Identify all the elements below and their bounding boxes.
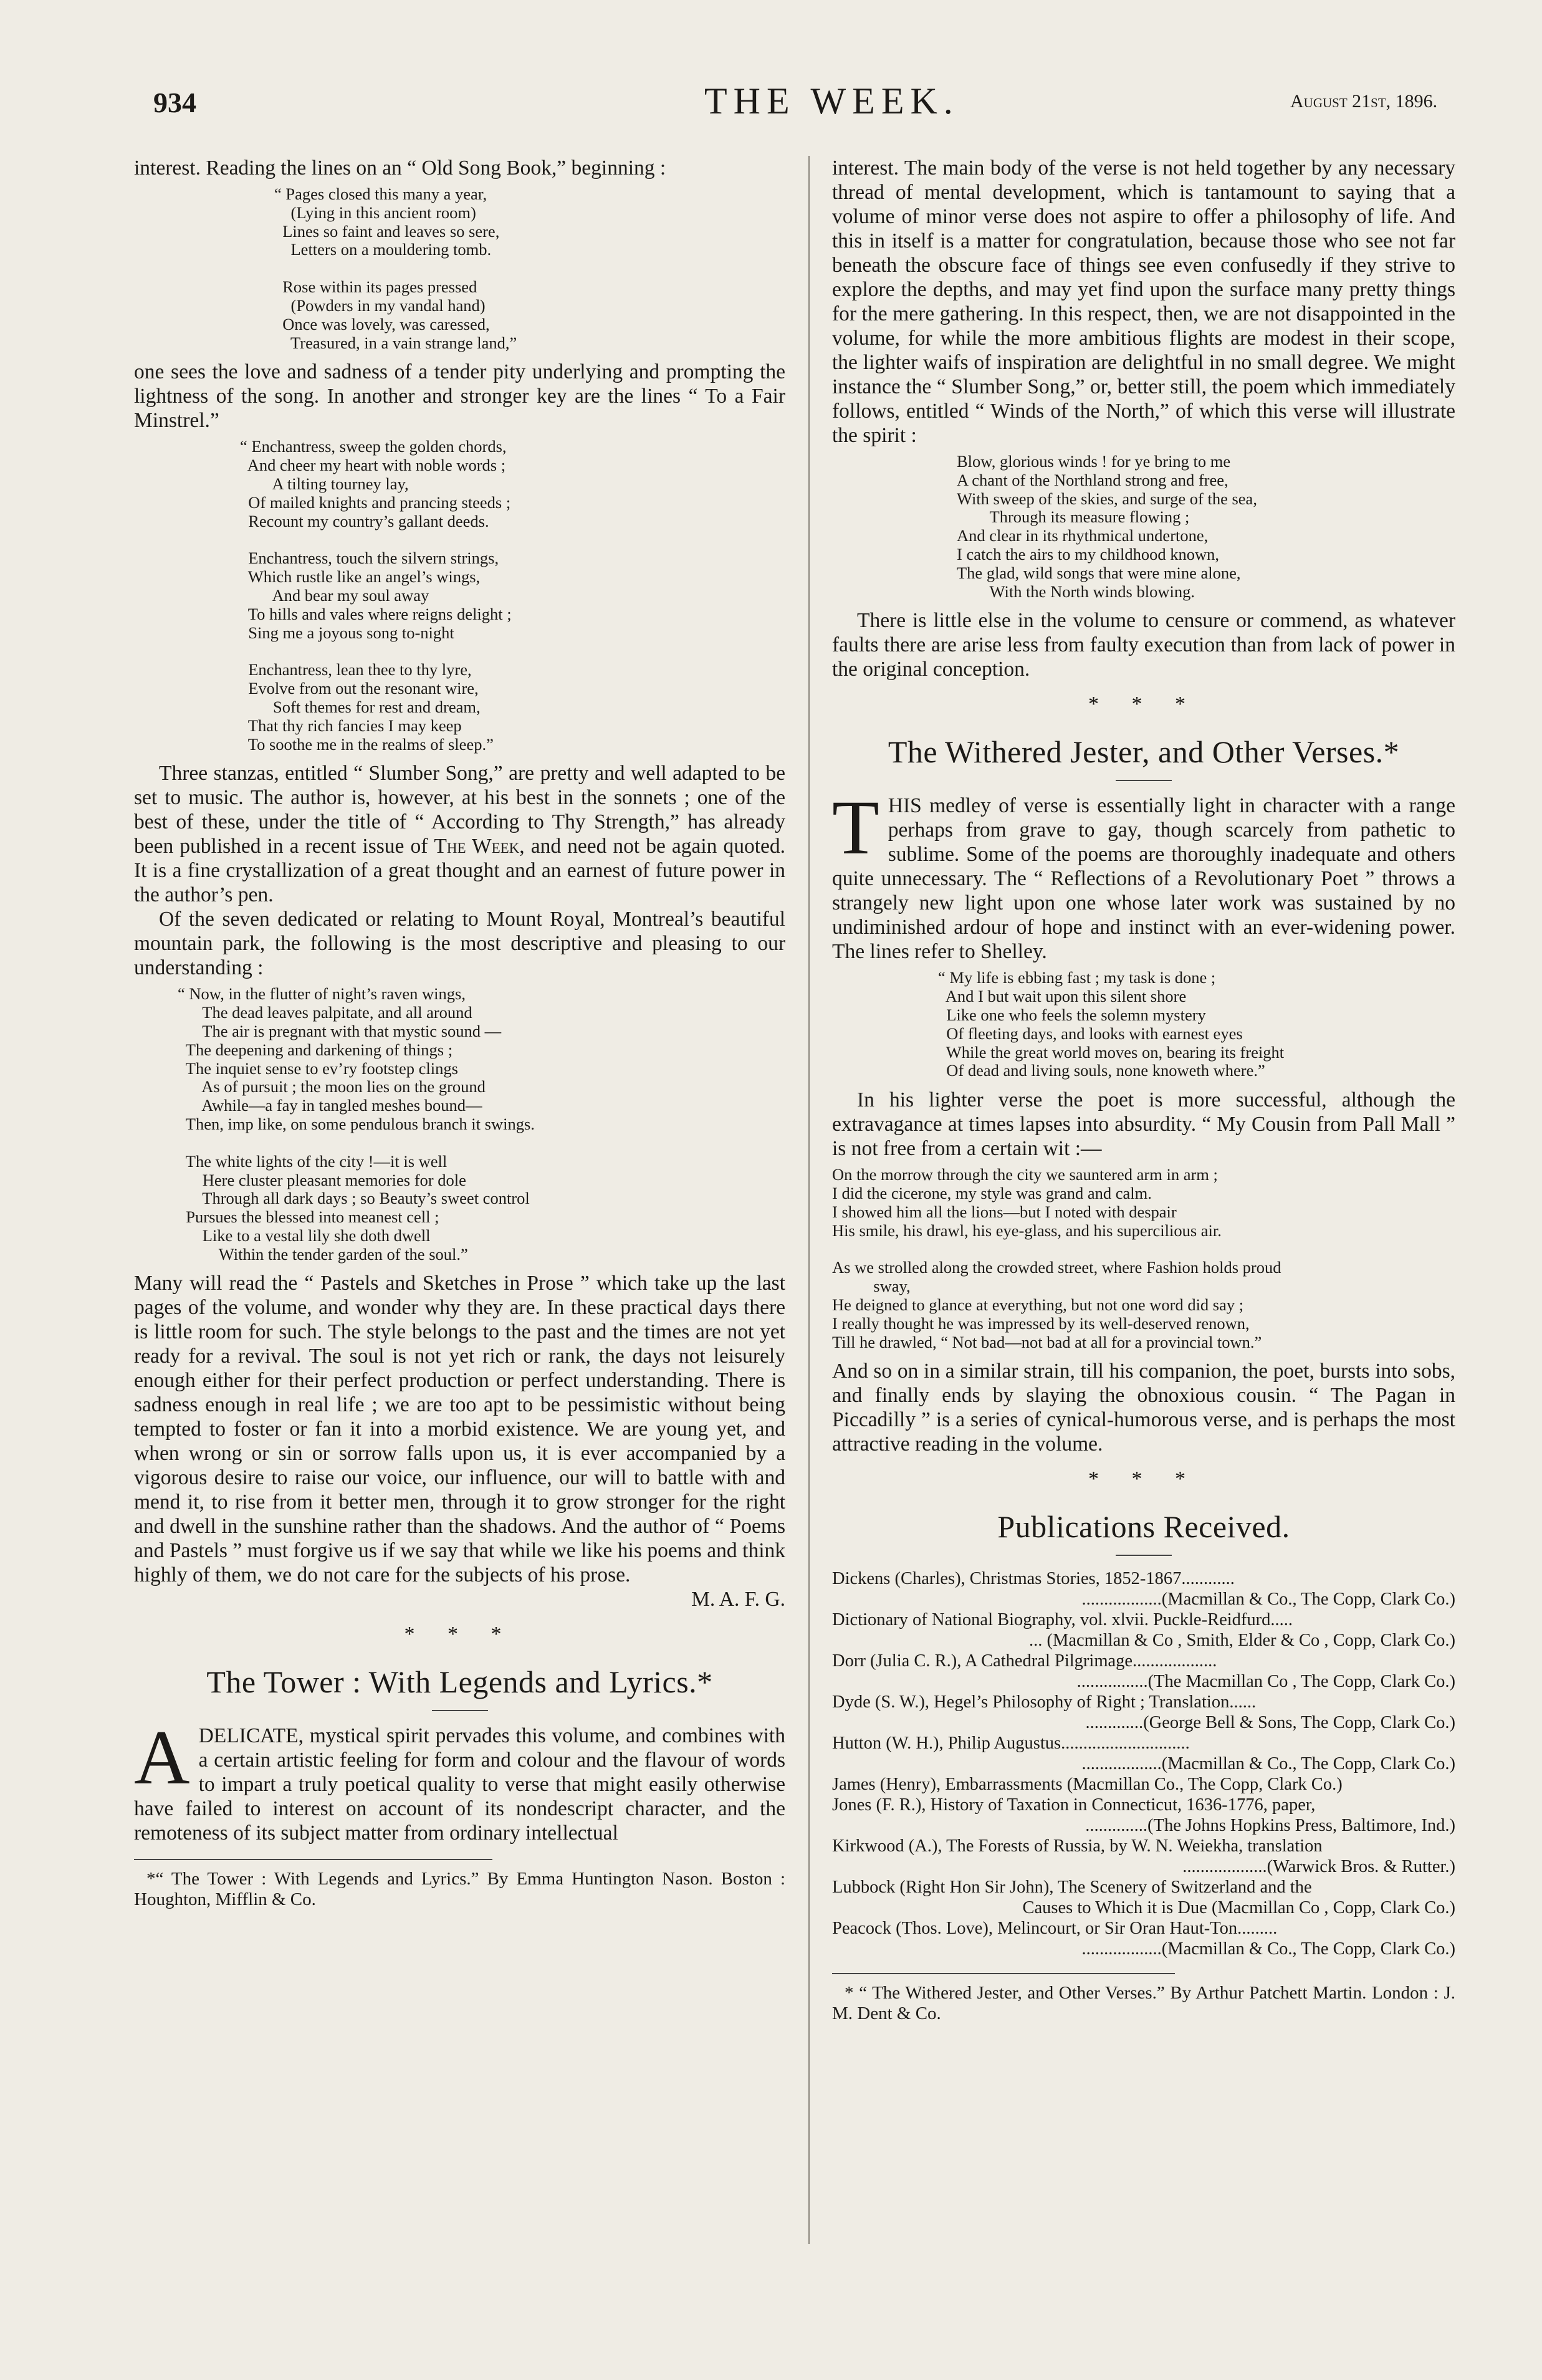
verse-line: His smile, his drawl, his eye-glass, and his supercilious air. [832,1221,1222,1240]
verse-line: Treasured, in a vain strange land,” [274,333,517,352]
verse-line: Of mailed knights and prancing steeds ; [240,492,511,512]
verse-line: Recount my country’s gallant deeds. [240,511,489,530]
left-column [134,156,785,2300]
title-rule [1116,1555,1172,1556]
verse-line: And clear in its rhythmical undertone, [957,526,1209,545]
verse-line: A chant of the Northland strong and free, [957,470,1228,489]
publication-publisher: ..................(Macmillan & Co., The Copp, Clark Co.) [1081,1590,1455,1610]
masthead: THE WEEK. [704,80,959,122]
verse-line: With sweep of the skies, and surge of the sea, [957,489,1257,508]
publication-entry [832,1610,1455,1651]
review-paragraph: one sees the love and sadness of a tender pity underlying and prompting the lightness of the song. In another and stronger key are the lines “ To a Fair Minstrel.” [134,360,785,433]
verse-line: Till he drawled, “ Not bad—not bad at all for a provincial town.” [832,1332,1262,1351]
publication-title: Dictionary of National Biography, vol. xlvii. Puckle-Reidfurd..... [832,1610,1293,1630]
verse-line: And I but wait upon this silent shore [938,987,1187,1006]
review-paragraph: Three stanzas, entitled “ Slumber Song,” are pretty and well adapted to be set to music. The author is, however, at his best in the sonnets ; one of the best of these, under the title of “ According to Thy Strength,” has already been published in a recent issue of The Week, and need not be again quoted. It is a fine crystallization of a great thought and an earnest of future power in the author’s pen. [134,762,785,907]
right-column [832,156,1455,2300]
journal-name: The Week [434,835,520,858]
publication-publisher: ..................(Macmillan & Co., The Copp, Clark Co.) [1081,1754,1455,1774]
title-rule [432,1710,488,1711]
publication-entry [832,1836,1455,1877]
publication-entry [832,1733,1455,1774]
publication-publisher: ..................(Macmillan & Co., The Copp, Clark Co.) [1081,1939,1455,1959]
verse-line: “ Now, in the flutter of night’s raven wings, [178,984,466,1004]
verse-line: And cheer my heart with noble words ; [240,456,506,475]
verse-line: Which rustle like an angel’s wings, [240,567,481,587]
drop-cap: A [134,1715,190,1801]
verse-line: While the great world moves on, bearing its freight [938,1042,1285,1062]
section-separator: * * * [1088,1467,1199,1491]
verse-line: He deigned to glance at everything, but not one word did say ; [832,1295,1244,1314]
section-separator: * * * [404,1623,515,1646]
publication-publisher: ...................(Warwick Bros. & Rutter.) [1182,1857,1455,1877]
review-paragraph: THIS medley of verse is essentially light in character with a range perhaps from grave to gay, though scarcely from pathetic to sublime. Some of the poems are thoroughly inadequate and others quite unnecessary. The “ Reflections of a Revolutionary Poet ” throws a strangely new light upon one whose later work was sustained by no undiminished ardour of hope and instinct with an ever-widening power. The lines refer to Shelley. [832,785,1455,964]
verse-line: With the North winds blowing. [957,582,1195,601]
verse-line: Soft themes for rest and dream, [240,697,481,716]
publication-entry [832,1918,1455,1959]
review-paragraph: interest. Reading the lines on an “ Old Song Book,” beginning : [134,156,666,180]
publication-entry [832,1692,1455,1733]
verse-line: On the morrow through the city we sauntered arm in arm ; [832,1165,1218,1184]
review-paragraph: Many will read the “ Pastels and Sketches in Prose ” which take up the last pages of the volume, and wonder why they are. In these practical days there is little room for such. The style belongs to the past and the times are not yet ready for a revival. The soul is not yet rich or rank, the days not leisurely enough either for their perfect production or perfect understanding. There is sadness enough in real life ; we are too apt to be pessimistic without being tempted to foster or fan it into a morbid existence. We are young yet, and when wrong or sin or sorrow falls upon us, it is ever accompanied by a vigorous desire to raise our voice, our influence, our will to battle with and mend it, to rise from it better men, through it to grow stronger for the right and dwell in the sunshine rather than the shadows. And the author of “ Poems and Pastels ” must forgive us if we say that while we like his poems and think highly of them, we do not care for the subjects of his prose. [134,1272,785,1587]
publication-title: Peacock (Thos. Love), Melincourt, or Sir Oran Haut-Ton......... [832,1919,1278,1939]
verse-line: The glad, wild songs that were mine alone, [957,563,1241,582]
verse-line: I did the cicerone, my style was grand and calm. [832,1183,1152,1202]
verse-line: Once was lovely, was caressed, [274,314,490,333]
footnote-rule [134,1859,492,1860]
publication-title: Dyde (S. W.), Hegel’s Philosophy of Right ; Translation...... [832,1692,1257,1712]
verse-line: Through its measure flowing ; [957,507,1190,527]
verse-line: sway, [832,1277,911,1296]
review-paragraph: And so on in a similar strain, till his companion, the poet, bursts into sobs, and finally ends by slaying the obnoxious cousin. “ The Pagan in Piccadilly ” is a series of cynical-humorous verse, and is perhaps the most attractive reading in the volume. [832,1360,1455,1456]
article-title-publications: Publications Received. [997,1509,1290,1545]
stanza-break [274,259,785,278]
verse-shelley [938,969,1455,1080]
verse-line: The air is pregnant with that mystic sound — [178,1021,502,1040]
publication-title: Kirkwood (A.), The Forests of Russia, by W. N. Weiekha, translation [832,1836,1323,1856]
verse-line: I catch the airs to my childhood known, [957,544,1219,564]
verse-line: Like one who feels the solemn mystery [938,1005,1206,1024]
verse-line: Pursues the blessed into meanest cell ; [178,1207,439,1227]
publication-publisher: ... (Macmillan & Co , Smith, Elder & Co , Copp, Clark Co.) [1029,1631,1455,1651]
verse-line: Letters on a mouldering tomb. [274,240,492,259]
review-paragraph: ADELICATE, mystical spirit pervades this volume, and combines with a certain artistic feeling for form and colour and the flavour of words to impart a truly poetical quality to verse that might easily otherwise have failed to interest on account of its nondescript character, and the remoteness of its subject matter from ordinary intellectual [134,1715,785,1845]
verse-line: I showed him all the lions—but I noted with despair [832,1202,1177,1221]
verse-winds-of-north [957,453,1455,601]
review-paragraph: Of the seven dedicated or relating to Mount Royal, Montreal’s beautiful mountain park, the following is the most descriptive and pleasing to our understanding : [134,908,785,980]
verse-line: The deepening and darkening of things ; [178,1040,453,1059]
publication-title: Dickens (Charles), Christmas Stories, 1852-1867............ [832,1569,1235,1589]
verse-line: Within the tender garden of the soul.” [178,1244,468,1264]
verse-line: The dead leaves palpitate, and all around [178,1003,472,1022]
issue-date: August 21st, 1896. [1290,91,1438,112]
article-title-tower: The Tower : With Legends and Lyrics.* [206,1664,713,1700]
verse-line: And bear my soul away [240,585,429,605]
footnote: *“ The Tower : With Legends and Lyrics.” By Emma Huntington Nason. Boston : Houghton, Mifflin & Co. [134,1869,785,1910]
publication-publisher: ..............(The Johns Hopkins Press, Baltimore, Ind.) [1085,1816,1455,1836]
verse-fair-minstrel [240,438,785,754]
publication-title: Dorr (Julia C. R.), A Cathedral Pilgrimage................... [832,1651,1217,1671]
publication-entry [832,1795,1455,1836]
publication-publisher: Causes to Which it is Due (Macmillan Co , Copp, Clark Co.) [1022,1898,1455,1918]
stanza-break [240,530,785,549]
publication-entry [832,1774,1455,1795]
title-rule [1116,780,1172,781]
publication-publisher: ................(The Macmillan Co , The Copp, Clark Co.) [1076,1672,1455,1692]
verse-line: (Lying in this ancient room) [274,203,476,222]
verse-line: “ Pages closed this many a year, [274,185,487,203]
verse-line: Like to a vestal lily she doth dwell [178,1226,431,1245]
verse-line: Then, imp like, on some pendulous branch it swings. [178,1114,535,1133]
verse-line: “ My life is ebbing fast ; my task is done ; [938,968,1216,987]
stanza-break [832,1240,1455,1259]
article-title-withered-jester: The Withered Jester, and Other Verses.* [888,734,1400,770]
stanza-break [178,1134,785,1153]
verse-line: Lines so faint and leaves so sere, [274,221,500,241]
section-separator: * * * [1088,693,1199,716]
verse-line: “ Enchantress, sweep the golden chords, [240,437,507,456]
footnote: * “ The Withered Jester, and Other Verses.” By Arthur Patchett Martin. London : J. M. Dent & Co. [832,1983,1455,2024]
verse-pall-mall [832,1166,1455,1351]
publication-title: Lubbock (Right Hon Sir John), The Scenery of Switzerland and the [832,1878,1312,1898]
review-paragraph: interest. The main body of the verse is not held together by any necessary thread of mental development, which is tantamount to saying that a volume of minor verse does not aspire to offer a philosophy of life. And this in itself is a matter for congratulation, because those who see not far beneath the obscure face of things see even confusedly if they strive to explore the depths, and may yet find upon the surface many pretty things for the mere gathering. In this respect, then, we are not disappointed in the volume, for while the more ambitious flights are modest in their scope, the lighter waifs of inspiration are delightful in no small degree. We might instance the “ Slumber Song,” or, better still, the poem which immediately follows, entitled “ Winds of the North,” of which this verse will illustrate the spirit : [832,156,1455,447]
verse-line: Evolve from out the resonant wire, [240,679,479,698]
drop-cap: T [832,785,879,871]
verse-line: To hills and vales where reigns delight ; [240,604,512,623]
verse-line: Rose within its pages pressed [274,277,477,297]
verse-line: To soothe me in the realms of sleep.” [240,734,494,754]
column-divider [808,156,810,2244]
verse-line: Here cluster pleasant memories for dole [178,1170,466,1189]
review-paragraph: In his lighter verse the poet is more successful, although the extravagance at times lapses into absurdity. “ My Cousin from Pall Mall ” is not free from a certain wit :— [832,1088,1455,1161]
publication-entry [832,1877,1455,1918]
review-paragraph: There is little else in the volume to censure or commend, as whatever faults there are arise less from faulty execution than from lack of power in the original conception. [832,609,1455,681]
stanza-break [240,642,785,661]
verse-old-song-book [274,185,785,352]
publication-title: Jones (F. R.), History of Taxation in Connecticut, 1636-1776, paper, [832,1795,1316,1815]
verse-line: The white lights of the city !—it is well [178,1151,448,1171]
verse-line: (Powders in my vandal hand) [274,295,486,315]
publication-entry [832,1651,1455,1692]
footnote-rule [832,1973,1175,1974]
publication-publisher: .............(George Bell & Sons, The Copp, Clark Co.) [1085,1713,1455,1733]
verse-line: A tilting tourney lay, [240,474,409,493]
verse-line: Enchantress, lean thee to thy lyre, [240,660,472,679]
verse-line: Sing me a joyous song to-night [240,623,454,642]
verse-line: I really thought he was impressed by its well-deserved renown, [832,1313,1250,1333]
publications-list [832,1568,1455,1959]
verse-line: That thy rich fancies I may keep [240,716,462,735]
page-number: 934 [153,87,196,118]
verse-line: Blow, glorious winds ! for ye bring to me [957,452,1231,471]
verse-mount-royal [178,985,785,1264]
publication-entry [832,1568,1455,1610]
page-header [0,75,1542,131]
verse-line: As we strolled along the crowded street, where Fashion holds proud [832,1258,1281,1277]
verse-line: Of fleeting days, and looks with earnest eyes [938,1024,1243,1043]
verse-line: Awhile—a fay in tangled meshes bound— [178,1096,482,1115]
verse-line: Enchantress, touch the silvern strings, [240,549,499,568]
verse-line: The inquiet sense to ev’ry footstep clings [178,1058,458,1078]
verse-line: Of dead and living souls, none knoweth where.” [938,1061,1265,1080]
verse-line: As of pursuit ; the moon lies on the ground [178,1077,486,1096]
review-signature: M. A. F. G. [691,1588,785,1611]
verse-line: Through all dark days ; so Beauty’s sweet control [178,1189,530,1208]
publication-title: Hutton (W. H.), Philip Augustus............................. [832,1734,1190,1754]
publication-title: James (Henry), Embarrassments (Macmillan Co., The Copp, Clark Co.) [832,1775,1343,1795]
